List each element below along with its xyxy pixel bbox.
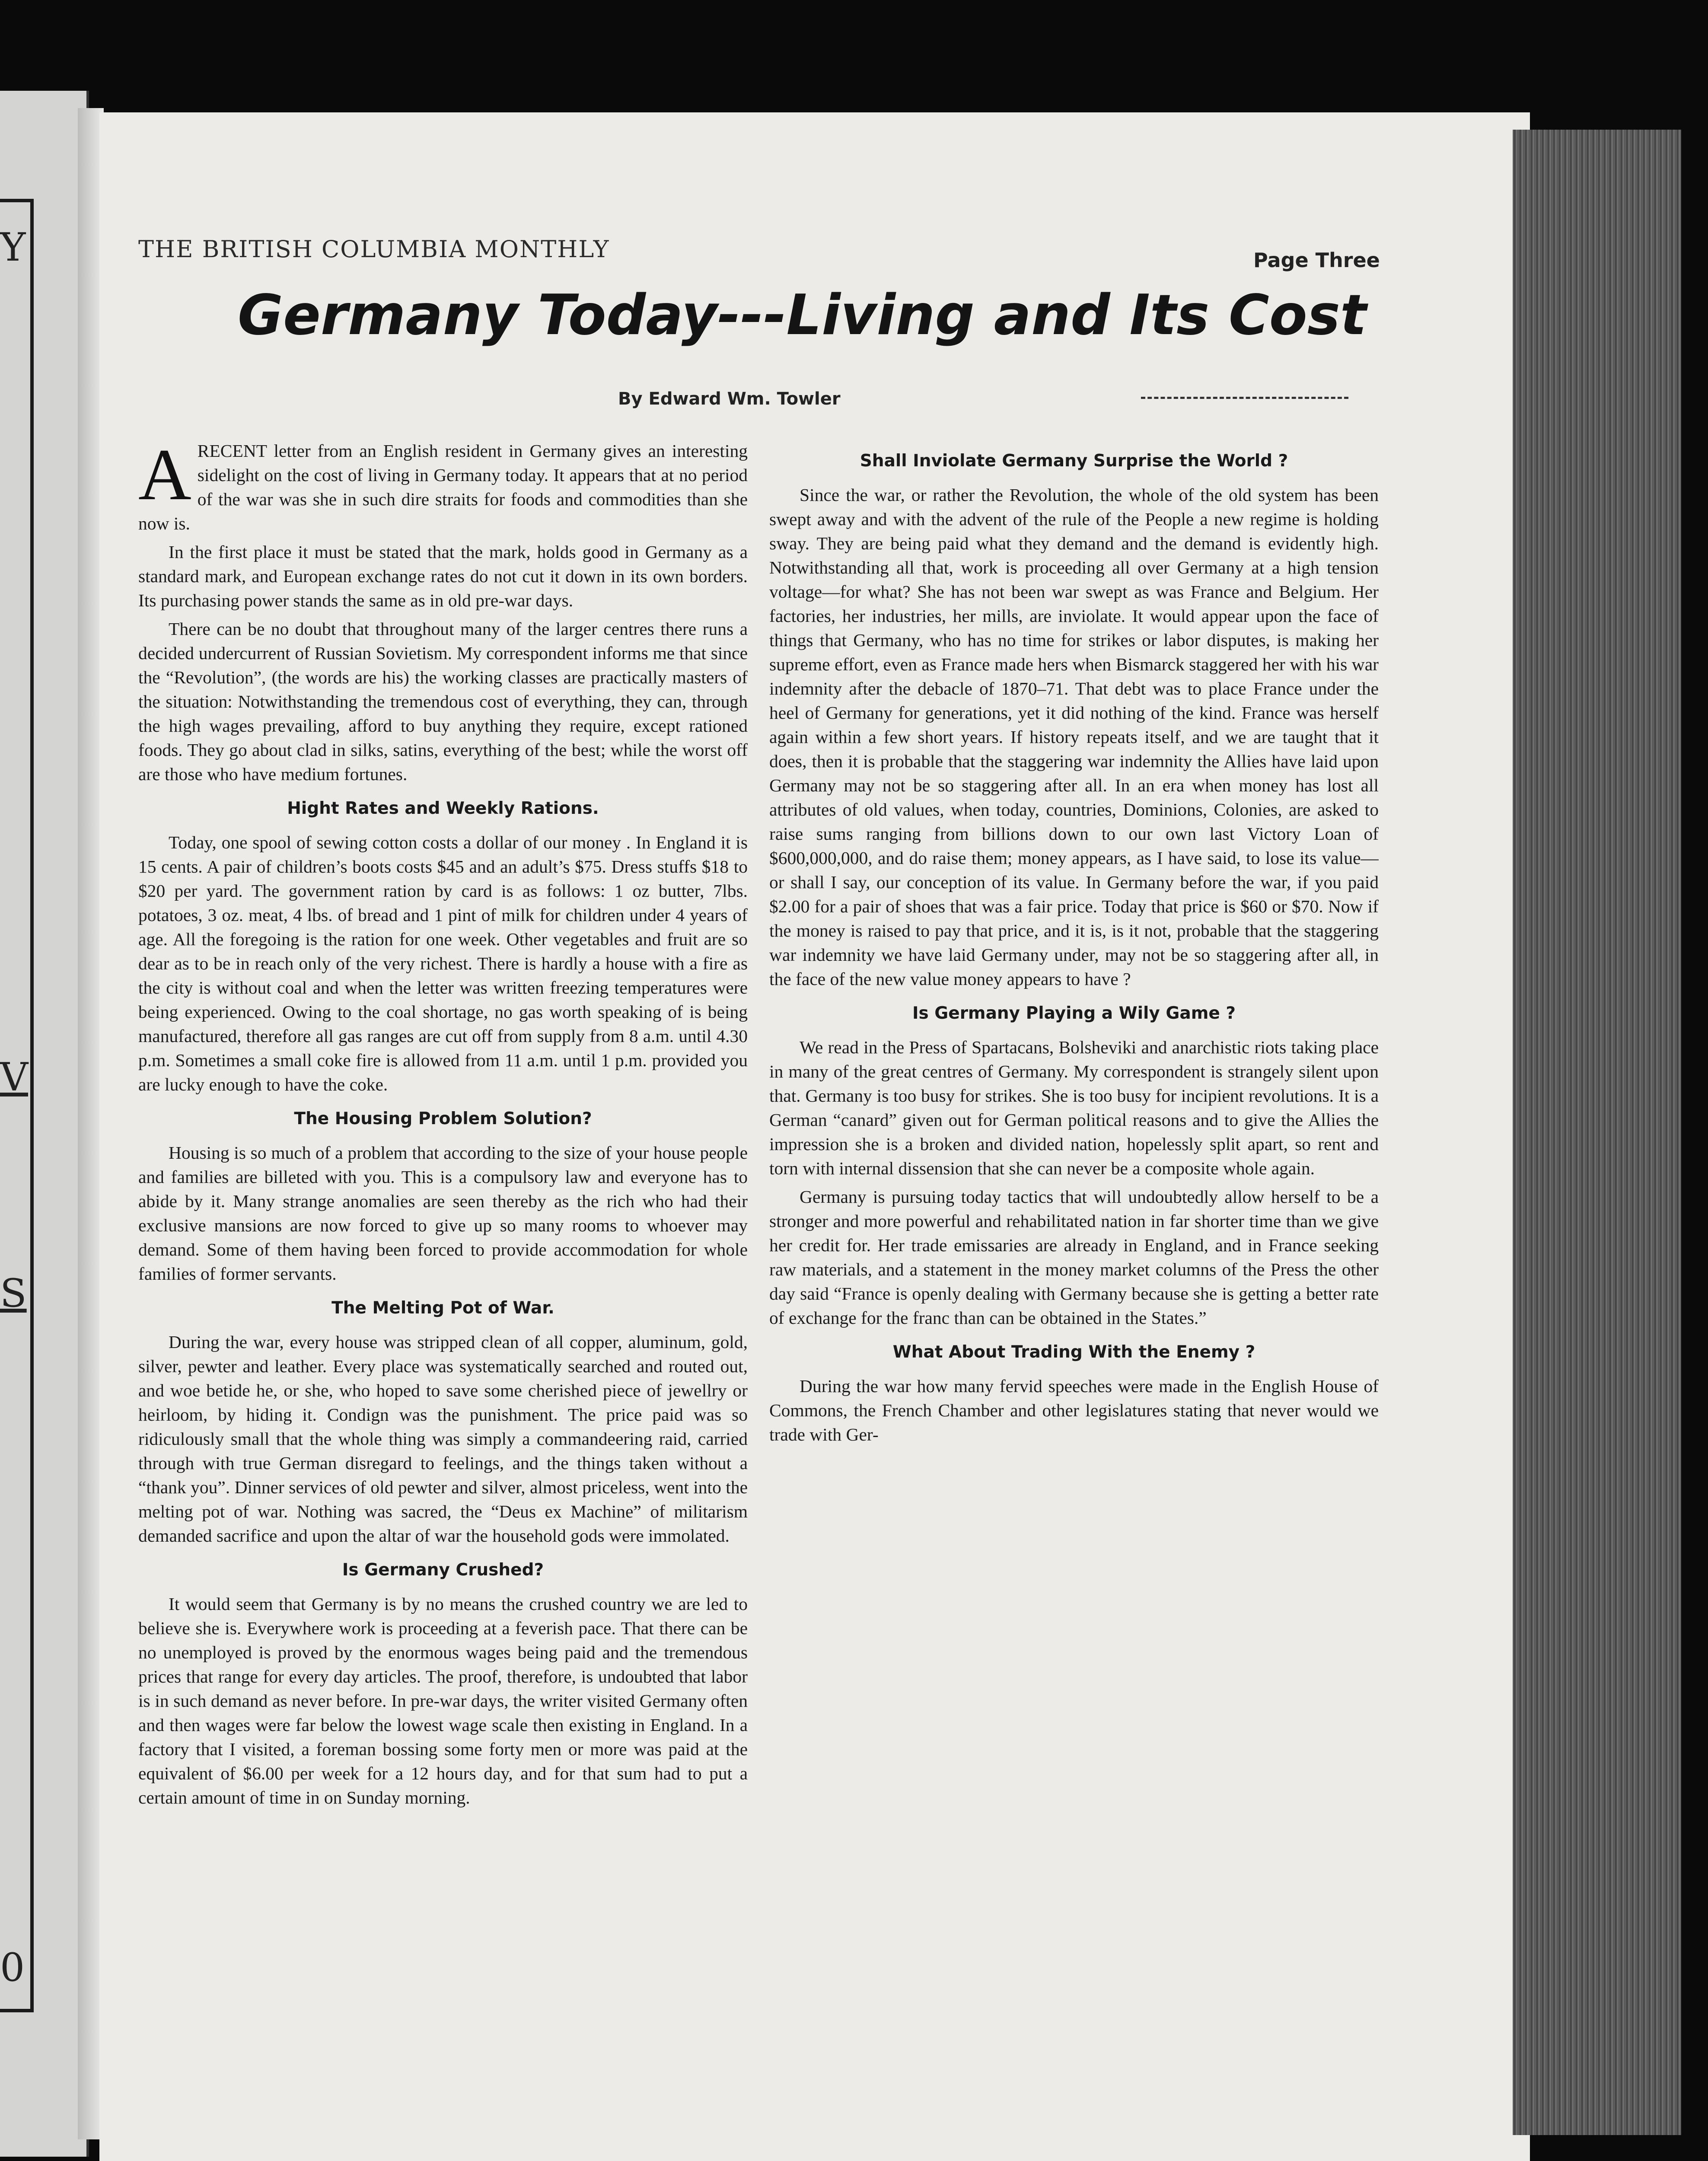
section-heading: What About Trading With the Enemy ? <box>892 1342 1256 1362</box>
paragraph: During the war how many fervid speeches were made in the English House of Commons, the French Chamber and other legislatures stating that never would we trade with Ger- <box>769 1376 1379 1444</box>
article-title: Germany Today---Living and Its Cost <box>238 283 1367 347</box>
page-number: Page Three <box>1253 249 1380 272</box>
paragraph: We read in the Press of Spartacans, Bolsheviki and anarchistic riots taking place in many of the great centres of Germany. My correspondent is strangely silent upon that. Germany is too busy for strikes. She is too busy for incipient revolutions. It is a German “canard” given out for German political reasons and to give the Allies the impression she is a broken and divided nation, hopelessly split apart, so rent and torn with internal dissension that she can never be a composite whole again. <box>769 1037 1379 1178</box>
paragraph-text: It would seem that Germany is by no means the crushed country we are led to believe she is. Everywhere work is proceeding at a feverish pace. That there can be no unemployed is proved by the enormous wages being paid and the tremendous prices that range for every day articles. The proof, therefore, is undoubted that labor is in such demand as never before. In pre-war days, the writer visited Germany often and then wages were far below the lowest wage scale then existing in England. In a factory that I visited, a foreman bossing some forty men or more was paid at the equivalent of $6.00 per week for a 12 hours day, and for that sum had to put a certain amount of time in on Sunday morning. <box>138 1594 748 1807</box>
paragraph: In the first place it must be stated that the mark, holds good in Germany as a standard mark, and European exchange rates do not cut it down in its own borders. Its purchasing power stands the same as in old pre-war days. <box>138 542 748 610</box>
section-heading: Shall Inviolate Germany Surprise the World ? <box>860 451 1288 471</box>
intro-text: RECENT letter from an English resident in Germany gives an interesting sidelight on the cost of living in Germany today. It appears that at no period of the war was she in such dire straits for foods and commodities than she now is. <box>138 441 748 533</box>
article-column-right <box>769 439 1379 2038</box>
previous-page-glyph: Y <box>0 225 26 270</box>
drop-cap: A <box>138 439 191 515</box>
paragraph-continues <box>138 1592 748 1810</box>
section-heading: Is Germany Crushed? <box>342 1560 544 1580</box>
previous-page-frame <box>0 199 34 2012</box>
section-heading: Hight Rates and Weekly Rations. <box>287 799 599 818</box>
paragraph: There can be no doubt that throughout many of the larger centres there runs a decided undercurrent of Russian Sovietism. My correspondent informs me that since the “Revolution”, (the words are his) the working classes are practically masters of the situation: Notwithstanding the tremendous cost of everything, they can, through the high wages prevailing, afford to buy anything they require, except rationed foods. They go about clad in silks, satins, everything of the best; while the worst off are those who have medium fortunes. <box>138 619 748 784</box>
section-heading: Is Germany Playing a Wily Game ? <box>912 1004 1236 1023</box>
previous-page-glyph: V <box>0 1055 28 1100</box>
intro-paragraph <box>138 439 748 535</box>
article-byline: By Edward Wm. Towler <box>618 389 841 409</box>
section-heading: The Melting Pot of War. <box>331 1298 554 1318</box>
page-edges <box>1513 130 1681 2135</box>
running-header: THE BRITISH COLUMBIA MONTHLY <box>138 236 610 263</box>
previous-page-glyph: S <box>0 1271 27 1316</box>
previous-page-glyph: 0 <box>0 1945 25 1990</box>
section-heading: The Housing Problem Solution? <box>294 1109 592 1128</box>
paragraph: Germany is pursuing today tactics that will undoubtedly allow herself to be a stronger and more powerful and rehabilitated nation in far shorter time than we give her credit for. Her trade emissaries are already in England, and in France seeking raw materials, and a statement in the money market columns of the Press the other day said “France is openly dealing with Germany because she is getting a better rate of exchange for the franc than can be obtained in the States.” <box>769 1187 1379 1328</box>
article-column-left <box>138 439 748 2038</box>
pencil-mark <box>1141 397 1348 402</box>
paragraph: Since the war, or rather the Revolution, the whole of the old system has been swept away and with the advent of the rule of the People a new regime is holding sway. They are being paid what they demand and the demand is evidently high. Notwithstanding all that, work is proceeding all over Germany at a high tension voltage—for what? She has not been war swept as was France and Belgium. Her factories, her industries, her mills, are inviolate. It would appear upon the face of things that Germany, who has no time for strikes or labor disputes, is making her supreme effort, even as France made hers when Bismarck staggered her with his war indemnity after the debacle of 1870–71. That debt was to place France under the heel of Germany for generations, yet it did nothing of the kind. France was herself again within a few short years. If history repeats itself, and we are taught that it does, then it is probable that the staggering war indemnity the Allies have laid upon Germany may not be so staggering after all. In an era when money has lost all attributes of old values, when today, countries, Dominions, Colonies, are asked to raise sums ranging from billions down to our own last Victory Loan of $600,000,000, and do raise them; money appears, as I have said, to lose its value—or shall I say, our conception of its value. In Germany before the war, if you paid $2.00 for a pair of shoes that was a fair price. Today that price is $60 or $70. Now if the money is raised to pay that price, and it is, is it not, probable that the staggering war indemnity we have laid Germany under, may not be so staggering after all, in the face of the new value money appears to have ? <box>769 485 1379 989</box>
paragraph: Today, one spool of sewing cotton costs a dollar of our money . In England it is 15 cents. A pair of children’s boots costs $45 and an adult’s $75. Dress stuffs $18 to $20 per yard. The government ration by card is as follows: 1 oz butter, 7lbs. potatoes, 3 oz. meat, 4 lbs. of bread and 1 pint of milk for children under 4 years of age. All the foregoing is the ration for one week. Other vegetables and fruit are so dear as to be in reach only of the very richest. There is hardly a house with a fire as the city is without coal and when the letter was written freezing temperatures were being experienced. Owing to the coal shortage, no gas worth speaking of is being manufactured, therefore all gas ranges are cut off from supply from 8 a.m. until 4.30 p.m. Sometimes a small coke fire is allowed from 11 a.m. until 1 p.m. provided you are lucky enough to have the coke. <box>138 832 748 1094</box>
paragraph: Housing is so much of a problem that according to the size of your house people and families are billeted with you. This is a compulsory law and everyone has to abide by it. Many strange anomalies are seen thereby as the rich who had their exclusive mansions are now forced to give up so many rooms to whoever may demand. Some of them having been forced to provide accommodation for whole families of former servants. <box>138 1143 748 1284</box>
paragraph: During the war, every house was stripped clean of all copper, aluminum, gold, silver, pewter and leather. Every place was systematically searched and routed out, and woe betide he, or she, who hoped to save some cherished piece of jewellry or heirloom, by hiding it. Condign was the punishment. The price paid was so ridiculously small that the whole thing was simply a commandeering raid, carried through with true German disregard to feelings, and the things taken without a “thank you”. Dinner services of old pewter and silver, almost priceless, went into the melting pot of war. Nothing was sacred, the “Deus ex Machine” of militarism demanded sacrifice and upon the altar of war the household gods were immolated. <box>138 1332 748 1546</box>
